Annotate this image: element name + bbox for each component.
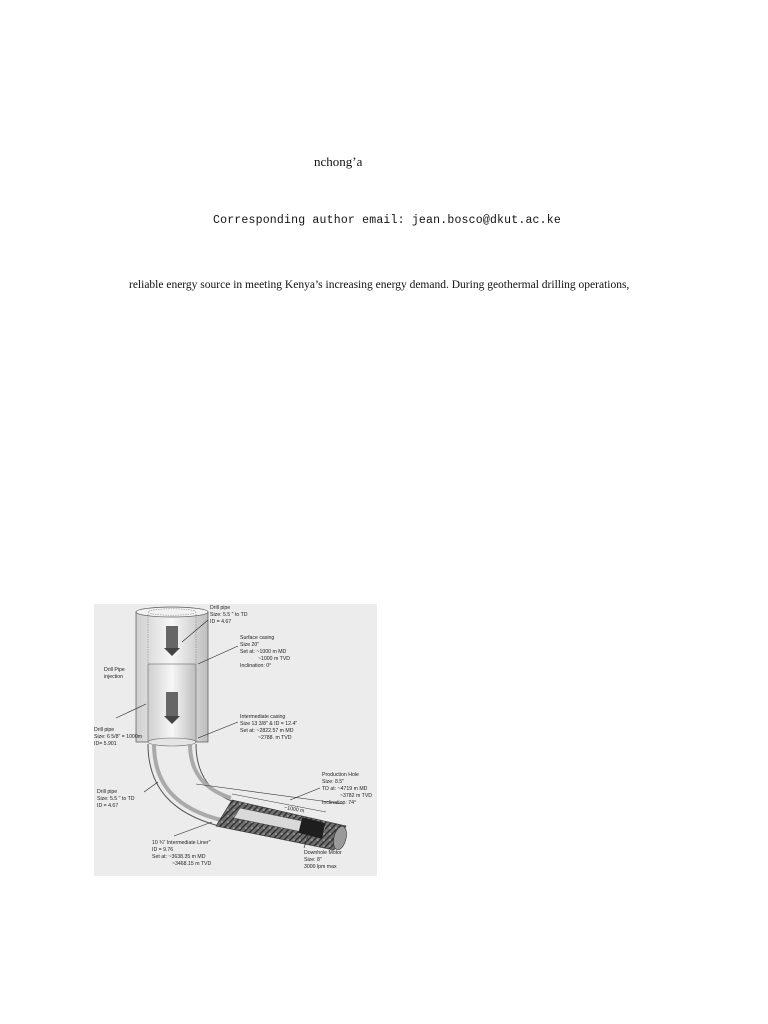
label-drill-pipe-mid: Drill pipe Size: 6 5/8" = 1000m ID= 5.901 — [94, 727, 143, 747]
label-intermediate-casing: Intermediate casing Size 13 3/8" & ID = 12.4" Set at: ~2822.57 m MD ~2788. m TVD — [240, 714, 298, 741]
curved-liner-section — [148, 744, 234, 826]
abstract-text-line: reliable energy source in meeting Kenya’s increasing energy demand. During geothermal drilling operations, — [129, 279, 630, 291]
corresponding-author-email: Corresponding author email: jean.bosco@dkut.ac.ke — [213, 214, 561, 227]
label-production-hole: Production Hole Size: 8.5" TD at: ~4719 m MD ~3782 m TVD Inclination: 74° — [322, 772, 373, 806]
well-schematic-diagram — [94, 604, 377, 876]
label-downhole-motor: Downhole Motor Size: 8" 3000 lpm max — [304, 850, 342, 870]
label-horizontal-length: ~1000 m — [283, 805, 305, 815]
author-name: nchong’a — [314, 154, 363, 169]
label-drill-pipe-injection: Drill Pipe injection — [104, 667, 125, 680]
production-hole — [216, 800, 349, 851]
label-drill-pipe-bottom: Drill pipe Size: 5.5 " to TD ID = 4.67 — [97, 789, 135, 809]
well-schematic-figure — [94, 604, 377, 876]
label-surface-casing: Surface casing Size 20" Set at: ~1000 m MD ~1000 m TVD Inclination: 0° — [240, 635, 291, 669]
label-drill-pipe-top: Drill pipe Size: 5.5 " to TD ID = 4.67 — [210, 605, 248, 625]
label-intermediate-liner: 10 ¾" Intermediate Liner" ID = 9.76 Set at: ~3638.35 m MD ~3468.15 m TVD — [152, 840, 212, 867]
